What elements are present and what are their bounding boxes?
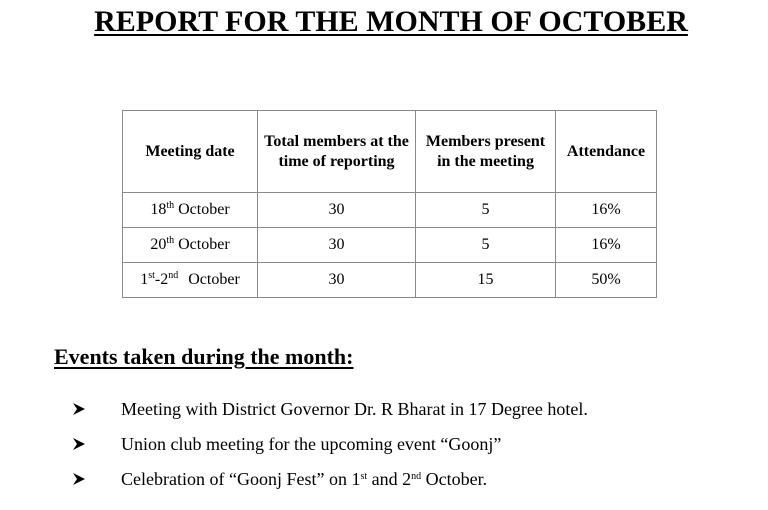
- event-text: Meeting with District Governor Dr. R Bharat in 17 Degree hotel.: [121, 399, 588, 419]
- header-attendance: Attendance: [556, 111, 657, 193]
- attendance-cell: 50%: [556, 263, 657, 298]
- table-header-row: [123, 111, 657, 193]
- report-title: REPORT FOR THE MONTH OF OCTOBER: [94, 5, 688, 38]
- meeting-date-cell: 1st-2nd October: [123, 263, 258, 298]
- total-members-cell: 30: [258, 263, 416, 298]
- event-text: Union club meeting for the upcoming event “Goonj”: [121, 434, 502, 454]
- total-members-cell: 30: [258, 228, 416, 263]
- members-present-cell: 5: [416, 228, 556, 263]
- total-members-cell: 30: [258, 193, 416, 228]
- attendance-table: [122, 110, 657, 298]
- attendance-cell: 16%: [556, 228, 657, 263]
- members-present-cell: 5: [416, 193, 556, 228]
- arrowhead-bullet-icon: [72, 431, 86, 458]
- arrowhead-bullet-icon: [72, 396, 86, 423]
- table-row: [123, 263, 657, 298]
- header-meeting-date: Meeting date: [123, 111, 258, 193]
- members-present-cell: 15: [416, 263, 556, 298]
- table-row: [123, 193, 657, 228]
- meeting-date-cell: 20th October: [123, 228, 258, 263]
- header-total-members: Total members at the time of reporting: [258, 111, 416, 193]
- table-row: [123, 228, 657, 263]
- header-members-present: Members present in the meeting: [416, 111, 556, 193]
- arrowhead-bullet-icon: [72, 466, 86, 493]
- events-heading: Events taken during the month:: [54, 344, 354, 369]
- event-text: Celebration of “Goonj Fest” on 1st and 2nd October.: [121, 469, 488, 489]
- meeting-date-cell: 18th October: [123, 193, 258, 228]
- attendance-cell: 16%: [556, 193, 657, 228]
